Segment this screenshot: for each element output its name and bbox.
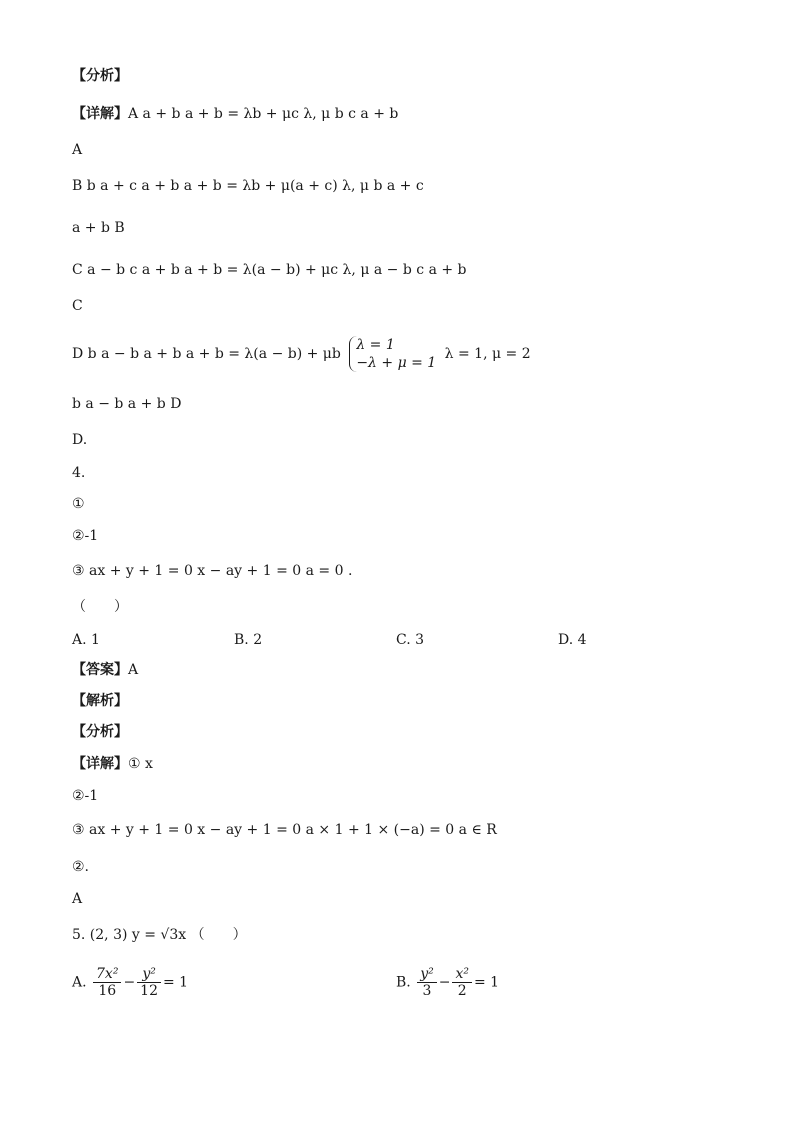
q4-detail-3 (72, 820, 734, 840)
q3-answer-line (72, 430, 734, 450)
q4-answer-line (72, 660, 734, 680)
fraction (452, 966, 472, 999)
q4-answer-text: A (72, 891, 83, 907)
frac-den: 2 (457, 983, 467, 999)
q3-detail-a-line (72, 104, 734, 124)
option-letter: A. (72, 974, 87, 991)
frac-den: 16 (98, 983, 117, 999)
detail-a-text: A a + b a + b = λb + μc λ, μ b c a + b (128, 106, 399, 122)
q3-detail-b-cont (72, 218, 734, 238)
option-letter: C. (396, 632, 411, 648)
detail-a-cont-text: A (72, 142, 83, 158)
minus-sign: − (438, 974, 451, 991)
q3-detail-d-line (72, 334, 734, 374)
option-letter: A. (72, 632, 87, 648)
q4-s2-text: ②-1 (72, 528, 99, 544)
option-letter: B. (396, 974, 411, 991)
q5-option-a (72, 966, 188, 999)
q3-detail-b-line (72, 176, 734, 196)
frac-num: y² (417, 966, 437, 983)
answer-value: A (128, 662, 139, 678)
detail-label: 【详解】 (72, 106, 128, 122)
q4-question-text: （ ） (72, 599, 128, 615)
q4-solution-line (72, 691, 734, 711)
detail-1-text: ① x (128, 756, 153, 772)
analysis-label: 【分析】 (72, 724, 128, 740)
answer-label: 【答案】 (72, 662, 128, 678)
system-eq-1: λ = 1 (356, 337, 395, 353)
q3-detail-a-cont (72, 140, 734, 160)
detail-3-text: ③ ax + y + 1 = 0 x − ay + 1 = 0 a × 1 + 1 × (−a) = 0 a ∈ R (72, 822, 497, 838)
q5-stem-text: 5. (2, 3) y = √3x （ ） (72, 927, 247, 943)
frac-den: 12 (140, 983, 158, 999)
minus-sign: − (123, 974, 136, 991)
option-value: 3 (415, 632, 425, 648)
frac-den: 3 (422, 983, 432, 999)
equation-system (349, 336, 436, 372)
detail-2-text: ②-1 (72, 788, 99, 804)
q4-detail-2 (72, 786, 734, 806)
q3-detail-c-cont (72, 296, 734, 316)
option-letter: B. (234, 632, 249, 648)
q4-statement-2 (72, 526, 734, 546)
q4-option-c (396, 630, 424, 650)
q4-s1-text: ① (72, 496, 85, 512)
q4-option-b (234, 630, 262, 650)
fraction (417, 966, 437, 999)
equals-one: = 1 (473, 974, 500, 991)
frac-num: 7x² (93, 966, 121, 983)
frac-num: x² (452, 966, 472, 983)
analysis-label: 【分析】 (72, 68, 128, 84)
detail-label: 【详解】 (72, 756, 128, 772)
option-value: 4 (577, 632, 587, 648)
fraction (137, 966, 161, 999)
q5-stem (72, 925, 734, 945)
detail-c-text: C a − b c a + b a + b = λ(a − b) + μc λ, μ a − b c a + b (72, 262, 467, 278)
q3-analysis-line (72, 66, 734, 86)
q4-analysis-line (72, 722, 734, 742)
q4-conclusion (72, 857, 734, 877)
q3-detail-c-line (72, 260, 734, 280)
detail-d-cont-text: b a − b a + b D (72, 396, 182, 412)
q4-stem (72, 463, 734, 483)
frac-num: y² (137, 966, 161, 983)
q4-answer (72, 889, 734, 909)
q4-s3-text: ③ ax + y + 1 = 0 x − ay + 1 = 0 a = 0 . (72, 563, 353, 579)
q5-option-b (396, 966, 499, 999)
system-eq-2: −λ + μ = 1 (356, 355, 437, 371)
fraction (93, 966, 121, 999)
detail-c-cont-text: C (72, 298, 83, 314)
detail-b-text: B b a + c a + b a + b = λb + μ(a + c) λ, μ b a + c (72, 178, 424, 194)
conclusion-text: ②. (72, 859, 90, 875)
option-letter: D. (558, 632, 574, 648)
q4-option-a (72, 630, 100, 650)
equals-one: = 1 (163, 974, 189, 991)
q4-statement-1 (72, 494, 734, 514)
q4-detail-1 (72, 754, 734, 774)
q4-question (72, 597, 734, 617)
q4-option-d (558, 630, 587, 650)
q3-answer: D. (72, 432, 88, 448)
option-value: 2 (253, 632, 263, 648)
solution-label: 【解析】 (72, 693, 128, 709)
option-value: 1 (91, 632, 100, 648)
q3-detail-d-cont (72, 394, 734, 414)
detail-d-text: D b a − b a + b a + b = λ(a − b) + μb (72, 346, 346, 362)
detail-d-solve: λ = 1, μ = 2 (440, 346, 531, 362)
detail-b-cont-text: a + b B (72, 220, 125, 236)
q4-statement-3 (72, 561, 734, 581)
q4-stem-text: 4. (72, 465, 86, 481)
